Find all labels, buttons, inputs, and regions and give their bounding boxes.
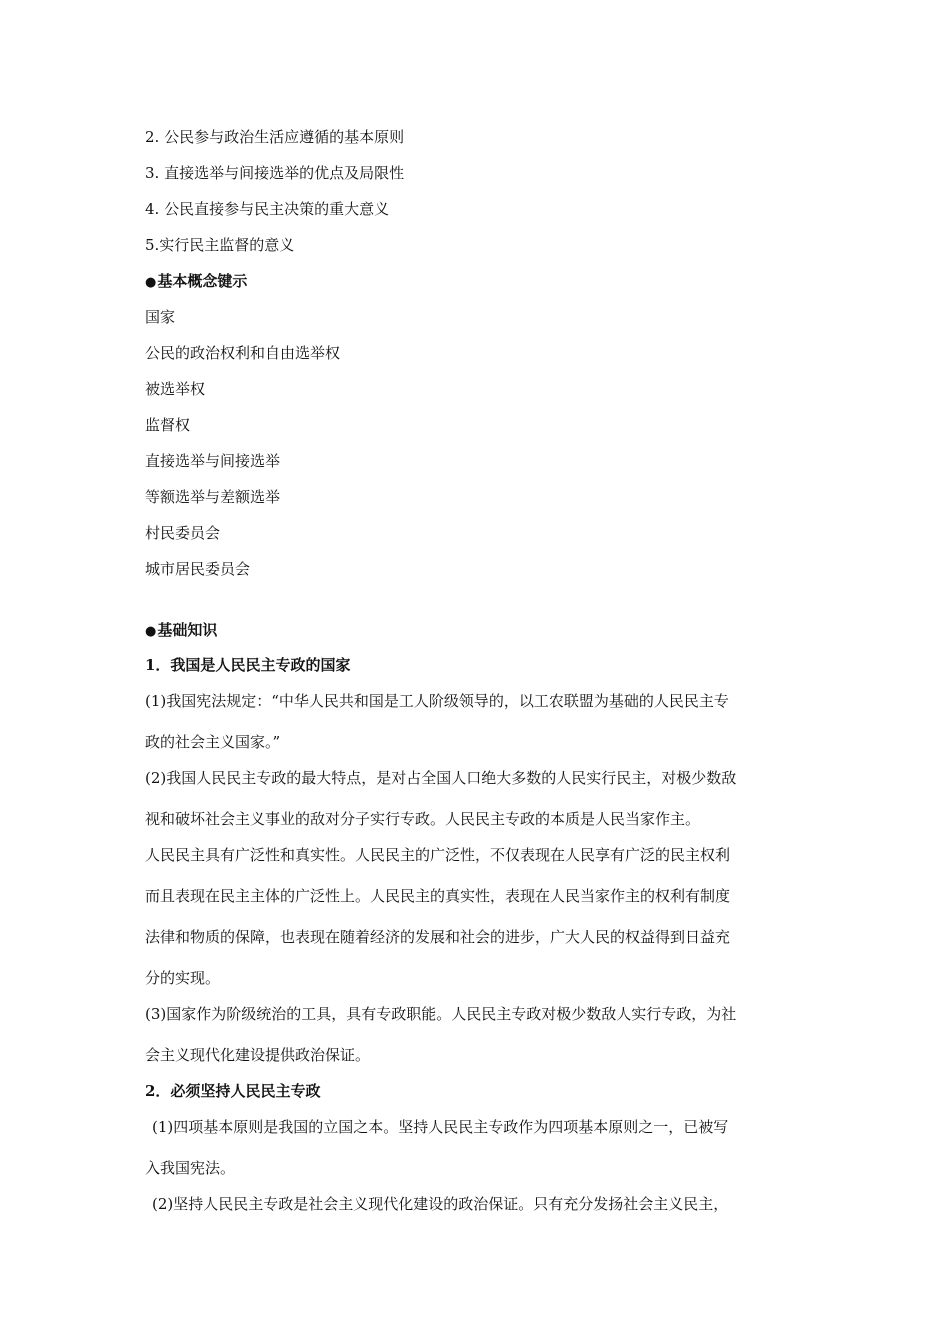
paragraph-line: 分的实现。	[145, 969, 221, 987]
paragraph-line: (2)坚持人民民主专政是社会主义现代化建设的政治保证。只有充分发扬社会主义民主，	[152, 1195, 729, 1213]
list-item-4: 4. 公民直接参与民主决策的重大意义	[145, 200, 390, 218]
bullet-icon: ●	[145, 275, 157, 290]
concept-item: 监督权	[145, 416, 191, 434]
concept-item: 城市居民委员会	[145, 560, 251, 578]
paragraph-line: (2)我国人民民主专政的最大特点，是对占全国人口绝大多数的人民实行民主，对极少数敌	[145, 769, 737, 787]
basics-heading-text: 基础知识	[157, 621, 218, 639]
basics-heading	[145, 620, 217, 642]
concept-item: 直接选举与间接选举	[145, 452, 281, 470]
concept-item: 村民委员会	[145, 524, 221, 542]
bullet-icon: ●	[145, 624, 157, 639]
paragraph-line: 会主义现代化建设提供政治保证。	[145, 1046, 371, 1064]
concepts-heading-text: 基本概念键示	[157, 272, 248, 290]
section-2-title: 2．必须坚持人民民主专政	[145, 1082, 321, 1100]
paragraph-line: 而且表现在民主主体的广泛性上。人民民主的真实性，表现在人民当家作主的权利有制度	[145, 887, 731, 905]
list-item-3: 3. 直接选举与间接选举的优点及局限性	[145, 164, 405, 182]
paragraph-line: 人民民主具有广泛性和真实性。人民民主的广泛性，不仅表现在人民享有广泛的民主权利	[145, 846, 731, 864]
concepts-heading	[145, 271, 247, 293]
paragraph-line: (1)我国宪法规定：“中华人民共和国是工人阶级领导的，以工农联盟为基础的人民民主专	[145, 692, 729, 710]
paragraph-line: 法律和物质的保障，也表现在随着经济的发展和社会的进步，广大人民的权益得到日益充	[145, 928, 731, 946]
concept-item: 公民的政治权利和自由选举权	[145, 344, 341, 362]
paragraph-line: 视和破坏社会主义事业的敌对分子实行专政。人民民主专政的本质是人民当家作主。	[145, 810, 701, 828]
paragraph-line: 政的社会主义国家。”	[145, 733, 281, 751]
concept-item: 被选举权	[145, 380, 206, 398]
list-item-5: 5.实行民主监督的意义	[145, 236, 295, 254]
list-item-2: 2. 公民参与政治生活应遵循的基本原则	[145, 128, 405, 146]
concept-item: 等额选举与差额选举	[145, 488, 281, 506]
section-1-title: 1．我国是人民民主专政的国家	[145, 656, 351, 674]
paragraph-line: 入我国宪法。	[145, 1159, 236, 1177]
paragraph-line: (3)国家作为阶级统治的工具，具有专政职能。人民民主专政对极少数敌人实行专政，为社	[145, 1005, 737, 1023]
paragraph-line: (1)四项基本原则是我国的立国之本。坚持人民民主专政作为四项基本原则之一，已被写	[152, 1118, 729, 1136]
concept-item: 国家	[145, 308, 176, 326]
